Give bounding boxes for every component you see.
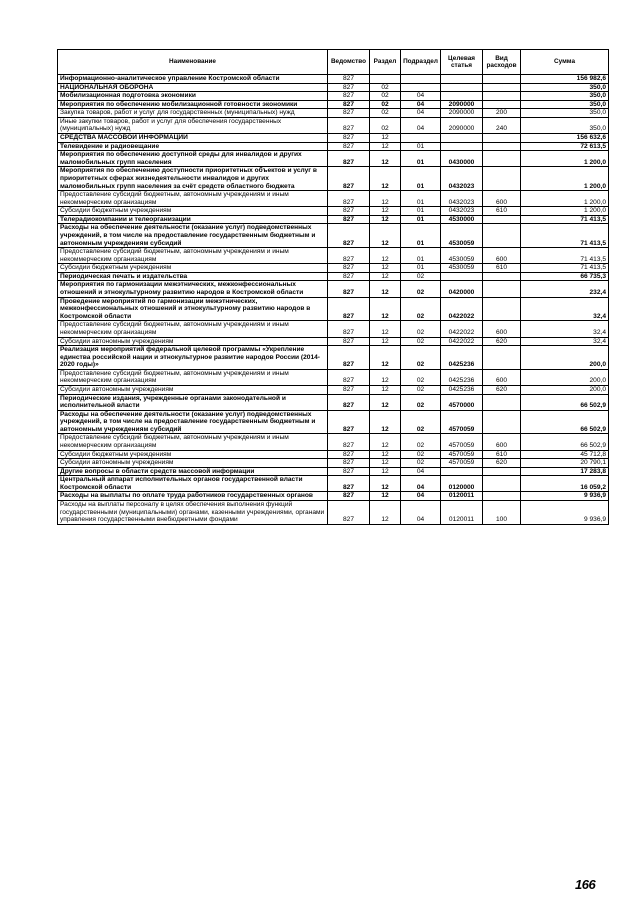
row-amount: 66 502,9	[521, 394, 609, 410]
row-target-article: 0120011	[441, 492, 483, 501]
row-department: 827	[328, 476, 370, 492]
row-amount: 350,0	[521, 100, 609, 109]
row-expense-type: 610	[483, 207, 521, 216]
row-section: 02	[370, 117, 401, 133]
row-name: Мероприятия по обеспечению доступности приоритетных объектов и услуг в приоритетных сферах жизнедеятельности инвалидов и других маломобильных групп населения за счёт средств областного бюджета	[58, 167, 328, 191]
row-expense-type: 200	[483, 109, 521, 118]
row-target-article: 0120011	[441, 501, 483, 525]
row-target-article: 4570059	[441, 450, 483, 459]
row-expense-type	[483, 476, 521, 492]
row-subsection: 02	[401, 346, 441, 370]
row-target-article: 2090000	[441, 100, 483, 109]
row-section: 12	[370, 264, 401, 273]
row-target-article: 4530059	[441, 248, 483, 264]
row-department: 827	[328, 297, 370, 321]
row-department: 827	[328, 369, 370, 385]
row-expense-type	[483, 100, 521, 109]
row-subsection: 01	[401, 264, 441, 273]
row-expense-type	[483, 492, 521, 501]
row-section: 12	[370, 476, 401, 492]
row-department: 827	[328, 492, 370, 501]
table-row	[58, 191, 609, 207]
row-subsection: 01	[401, 248, 441, 264]
row-target-article: 0432023	[441, 167, 483, 191]
table-header-row	[58, 50, 609, 75]
table-row	[58, 410, 609, 434]
row-name: Мероприятия по гармонизации межэтнических, межконфессиональных отношений и этнокультурному развитию народов в Костромской области	[58, 281, 328, 297]
row-expense-type: 100	[483, 501, 521, 525]
row-name: Периодические издания, учрежденные органами законодательной и исполнительной власти	[58, 394, 328, 410]
row-section: 12	[370, 410, 401, 434]
row-subsection: 02	[401, 272, 441, 281]
row-section: 12	[370, 151, 401, 167]
row-amount: 32,4	[521, 321, 609, 337]
header-section: Раздел	[370, 50, 401, 75]
row-name: Расходы на обеспечение деятельности (оказание услуг) подведомственных учреждений, в том числе на предоставление государственным бюджетным и автономным учреждениям субсидий	[58, 410, 328, 434]
row-subsection: 04	[401, 492, 441, 501]
table-row	[58, 248, 609, 264]
row-amount: 71 413,5	[521, 264, 609, 273]
row-section: 12	[370, 191, 401, 207]
row-subsection: 04	[401, 501, 441, 525]
row-amount: 1 200,0	[521, 151, 609, 167]
row-amount: 72 613,5	[521, 142, 609, 151]
row-name: Мобилизационная подготовка экономики	[58, 92, 328, 101]
row-subsection: 02	[401, 281, 441, 297]
row-name: СРЕДСТВА МАССОВОЙ ИНФОРМАЦИИ	[58, 134, 328, 143]
row-name: Расходы на обеспечение деятельности (оказание услуг) подведомственных учреждений, в том числе на предоставление государственным бюджетным и автономным учреждениям субсидий	[58, 224, 328, 248]
row-department: 827	[328, 92, 370, 101]
row-amount: 350,0	[521, 83, 609, 92]
row-department: 827	[328, 117, 370, 133]
row-subsection	[401, 83, 441, 92]
row-name: Предоставление субсидий бюджетным, автономным учреждениям и иным некоммерческим организациям	[58, 369, 328, 385]
row-section: 12	[370, 272, 401, 281]
row-target-article: 0422022	[441, 321, 483, 337]
table-row	[58, 142, 609, 151]
row-expense-type	[483, 467, 521, 476]
row-subsection: 02	[401, 394, 441, 410]
row-name: Субсидии автономным учреждениям	[58, 459, 328, 468]
row-department: 827	[328, 75, 370, 84]
row-department: 827	[328, 272, 370, 281]
row-subsection: 02	[401, 410, 441, 434]
row-target-article: 0422022	[441, 337, 483, 346]
row-subsection	[401, 134, 441, 143]
row-target-article: 0430000	[441, 151, 483, 167]
row-target-article: 0432023	[441, 191, 483, 207]
row-subsection: 01	[401, 191, 441, 207]
row-section: 02	[370, 100, 401, 109]
row-name: Предоставление субсидий бюджетным, автономным учреждениям и иным некоммерческим организациям	[58, 248, 328, 264]
table-row	[58, 459, 609, 468]
row-name: Субсидии бюджетным учреждениям	[58, 207, 328, 216]
row-department: 827	[328, 151, 370, 167]
row-section: 02	[370, 109, 401, 118]
table-row	[58, 476, 609, 492]
table-row	[58, 501, 609, 525]
header-target-article: Целевая статья	[441, 50, 483, 75]
table-row	[58, 369, 609, 385]
row-expense-type	[483, 394, 521, 410]
row-subsection: 01	[401, 224, 441, 248]
row-section: 12	[370, 167, 401, 191]
table-row	[58, 281, 609, 297]
row-target-article: 0425236	[441, 346, 483, 370]
row-name: Информационно-аналитическое управление Костромской области	[58, 75, 328, 84]
row-amount: 66 502,9	[521, 410, 609, 434]
row-subsection	[401, 75, 441, 84]
row-expense-type: 600	[483, 191, 521, 207]
row-name: Предоставление субсидий бюджетным, автономным учреждениям и иным некоммерческим организациям	[58, 434, 328, 450]
row-amount: 350,0	[521, 92, 609, 101]
row-expense-type: 600	[483, 434, 521, 450]
table-row	[58, 134, 609, 143]
row-section: 12	[370, 297, 401, 321]
row-subsection: 02	[401, 337, 441, 346]
row-department: 827	[328, 215, 370, 224]
row-department: 827	[328, 109, 370, 118]
row-subsection: 04	[401, 100, 441, 109]
row-amount: 16 059,2	[521, 476, 609, 492]
row-expense-type	[483, 346, 521, 370]
row-amount: 350,0	[521, 109, 609, 118]
row-name: Центральный аппарат исполнительных органов государственной власти Костромской области	[58, 476, 328, 492]
row-target-article: 0120000	[441, 476, 483, 492]
row-target-article: 2090000	[441, 109, 483, 118]
row-amount: 17 283,8	[521, 467, 609, 476]
row-section: 12	[370, 501, 401, 525]
table-row	[58, 321, 609, 337]
row-section: 12	[370, 394, 401, 410]
row-section: 12	[370, 321, 401, 337]
row-amount: 45 712,8	[521, 450, 609, 459]
table-row	[58, 394, 609, 410]
row-department: 827	[328, 321, 370, 337]
row-amount: 156 982,6	[521, 75, 609, 84]
row-amount: 1 200,0	[521, 207, 609, 216]
row-expense-type: 600	[483, 321, 521, 337]
row-subsection: 04	[401, 117, 441, 133]
row-target-article: 0420000	[441, 281, 483, 297]
row-expense-type: 610	[483, 450, 521, 459]
row-department: 827	[328, 248, 370, 264]
row-target-article: 0422022	[441, 297, 483, 321]
row-section: 12	[370, 492, 401, 501]
row-department: 827	[328, 167, 370, 191]
row-name: Предоставление субсидий бюджетным, автономным учреждениям и иным некоммерческим организациям	[58, 191, 328, 207]
row-section: 12	[370, 224, 401, 248]
table-row	[58, 215, 609, 224]
row-amount: 66 735,3	[521, 272, 609, 281]
row-subsection: 02	[401, 385, 441, 394]
row-name: Предоставление субсидий бюджетным, автономным учреждениям и иным некоммерческим организациям	[58, 321, 328, 337]
row-name: Субсидии автономным учреждениям	[58, 337, 328, 346]
row-subsection: 02	[401, 297, 441, 321]
header-expense-type: Вид расходов	[483, 50, 521, 75]
row-department: 827	[328, 224, 370, 248]
row-name: Закупка товаров, работ и услуг для государственных (муниципальных) нужд	[58, 109, 328, 118]
row-amount: 71 413,5	[521, 224, 609, 248]
row-expense-type: 620	[483, 337, 521, 346]
row-target-article	[441, 142, 483, 151]
row-target-article: 4530059	[441, 264, 483, 273]
row-section	[370, 75, 401, 84]
row-expense-type: 610	[483, 264, 521, 273]
row-target-article	[441, 92, 483, 101]
row-section: 12	[370, 467, 401, 476]
row-target-article: 4570059	[441, 459, 483, 468]
row-name: Расходы на выплаты по оплате труда работников государственных органов	[58, 492, 328, 501]
table-row	[58, 224, 609, 248]
row-expense-type	[483, 83, 521, 92]
table-row	[58, 75, 609, 84]
row-amount: 200,0	[521, 385, 609, 394]
row-expense-type: 620	[483, 459, 521, 468]
row-target-article	[441, 75, 483, 84]
row-amount: 71 413,5	[521, 248, 609, 264]
row-amount: 200,0	[521, 346, 609, 370]
table-body	[58, 75, 609, 525]
row-name: Реализация мероприятий федеральной целевой программы «Укрепление единства российской нации и этнокультурное развитие народов России (2014-2020 годы)»	[58, 346, 328, 370]
row-expense-type	[483, 297, 521, 321]
row-amount: 156 632,6	[521, 134, 609, 143]
row-amount: 9 936,9	[521, 501, 609, 525]
row-name: Периодическая печать и издательства	[58, 272, 328, 281]
row-target-article: 0425236	[441, 369, 483, 385]
page-number: 166	[575, 877, 596, 892]
row-section: 12	[370, 385, 401, 394]
row-department: 827	[328, 142, 370, 151]
header-amount: Сумма	[521, 50, 609, 75]
row-amount: 350,0	[521, 117, 609, 133]
row-amount: 20 790,1	[521, 459, 609, 468]
table-row	[58, 297, 609, 321]
header-department: Ведомство	[328, 50, 370, 75]
row-department: 827	[328, 191, 370, 207]
row-target-article	[441, 467, 483, 476]
row-department: 827	[328, 134, 370, 143]
row-section: 12	[370, 450, 401, 459]
row-department: 827	[328, 394, 370, 410]
row-expense-type	[483, 92, 521, 101]
row-section: 02	[370, 92, 401, 101]
row-subsection: 01	[401, 215, 441, 224]
row-expense-type	[483, 272, 521, 281]
row-amount: 1 200,0	[521, 191, 609, 207]
row-subsection: 01	[401, 142, 441, 151]
row-department: 827	[328, 410, 370, 434]
row-expense-type	[483, 410, 521, 434]
row-department: 827	[328, 459, 370, 468]
row-target-article	[441, 272, 483, 281]
row-name: Иные закупки товаров, работ и услуг для обеспечения государственных (муниципальных) нужд	[58, 117, 328, 133]
row-target-article: 4570059	[441, 434, 483, 450]
row-amount: 200,0	[521, 369, 609, 385]
row-name: Субсидии бюджетным учреждениям	[58, 264, 328, 273]
row-amount: 9 936,9	[521, 492, 609, 501]
row-expense-type: 600	[483, 248, 521, 264]
row-expense-type	[483, 167, 521, 191]
table-row	[58, 117, 609, 133]
row-section: 12	[370, 215, 401, 224]
row-amount: 71 413,5	[521, 215, 609, 224]
row-name: НАЦИОНАЛЬНАЯ ОБОРОНА	[58, 83, 328, 92]
row-name: Телерадиокомпании и телеорганизации	[58, 215, 328, 224]
row-target-article: 4530059	[441, 224, 483, 248]
row-subsection: 04	[401, 109, 441, 118]
table-row	[58, 151, 609, 167]
row-expense-type	[483, 142, 521, 151]
header-subsection: Подраздел	[401, 50, 441, 75]
row-department: 827	[328, 450, 370, 459]
row-section: 12	[370, 142, 401, 151]
row-name: Другие вопросы в области средств массовой информации	[58, 467, 328, 476]
row-target-article: 0425236	[441, 385, 483, 394]
row-subsection: 04	[401, 467, 441, 476]
row-department: 827	[328, 346, 370, 370]
row-department: 827	[328, 337, 370, 346]
row-expense-type	[483, 215, 521, 224]
table-row	[58, 100, 609, 109]
row-target-article	[441, 83, 483, 92]
row-department: 827	[328, 501, 370, 525]
row-expense-type	[483, 224, 521, 248]
row-section: 12	[370, 281, 401, 297]
row-expense-type	[483, 151, 521, 167]
row-name: Расходы на выплаты персоналу в целях обеспечения выполнения функций государственными (муниципальными) органами, казенными учреждениями, органами управления государственными внебюджетными фондами	[58, 501, 328, 525]
row-name: Субсидии автономным учреждениям	[58, 385, 328, 394]
table-row	[58, 207, 609, 216]
row-subsection: 02	[401, 321, 441, 337]
row-subsection: 04	[401, 476, 441, 492]
row-expense-type: 620	[483, 385, 521, 394]
table-row	[58, 272, 609, 281]
row-expense-type: 600	[483, 369, 521, 385]
row-expense-type	[483, 75, 521, 84]
row-department: 827	[328, 385, 370, 394]
row-amount: 32,4	[521, 337, 609, 346]
row-target-article: 4570059	[441, 410, 483, 434]
table-row	[58, 83, 609, 92]
row-section: 12	[370, 337, 401, 346]
row-expense-type	[483, 281, 521, 297]
table-row	[58, 346, 609, 370]
row-subsection: 02	[401, 369, 441, 385]
row-subsection: 02	[401, 450, 441, 459]
row-department: 827	[328, 83, 370, 92]
row-target-article: 4570000	[441, 394, 483, 410]
row-subsection: 01	[401, 207, 441, 216]
row-section: 02	[370, 83, 401, 92]
row-section: 12	[370, 346, 401, 370]
row-section: 12	[370, 459, 401, 468]
row-amount: 66 502,9	[521, 434, 609, 450]
budget-table	[57, 49, 609, 525]
row-section: 12	[370, 434, 401, 450]
row-target-article: 2090000	[441, 117, 483, 133]
row-target-article	[441, 134, 483, 143]
table-row	[58, 450, 609, 459]
header-name: Наименование	[58, 50, 328, 75]
row-amount: 232,4	[521, 281, 609, 297]
row-subsection: 01	[401, 167, 441, 191]
row-name: Проведение мероприятий по гармонизации межэтнических, межконфессиональных отношений и этнокультурному развитию народов в Костромской области	[58, 297, 328, 321]
table-row	[58, 167, 609, 191]
row-department: 827	[328, 467, 370, 476]
table-row	[58, 264, 609, 273]
row-subsection: 02	[401, 459, 441, 468]
table-row	[58, 385, 609, 394]
row-target-article: 0432023	[441, 207, 483, 216]
row-section: 12	[370, 369, 401, 385]
table-row	[58, 92, 609, 101]
table-row	[58, 467, 609, 476]
row-name: Мероприятия по обеспечению доступной среды для инвалидов и других маломобильных групп населения	[58, 151, 328, 167]
row-department: 827	[328, 434, 370, 450]
table-row	[58, 337, 609, 346]
row-expense-type: 240	[483, 117, 521, 133]
row-target-article: 4530000	[441, 215, 483, 224]
row-section: 12	[370, 207, 401, 216]
table-row	[58, 434, 609, 450]
table-row	[58, 492, 609, 501]
row-subsection: 04	[401, 92, 441, 101]
row-subsection: 01	[401, 151, 441, 167]
table-row	[58, 109, 609, 118]
row-name: Телевидение и радиовещание	[58, 142, 328, 151]
row-section: 12	[370, 248, 401, 264]
row-subsection: 02	[401, 434, 441, 450]
row-name: Субсидии бюджетным учреждениям	[58, 450, 328, 459]
row-department: 827	[328, 207, 370, 216]
row-department: 827	[328, 281, 370, 297]
row-amount: 32,4	[521, 297, 609, 321]
row-expense-type	[483, 134, 521, 143]
row-department: 827	[328, 264, 370, 273]
row-department: 827	[328, 100, 370, 109]
row-name: Мероприятия по обеспечению мобилизационной готовности экономики	[58, 100, 328, 109]
row-section: 12	[370, 134, 401, 143]
row-amount: 1 200,0	[521, 167, 609, 191]
